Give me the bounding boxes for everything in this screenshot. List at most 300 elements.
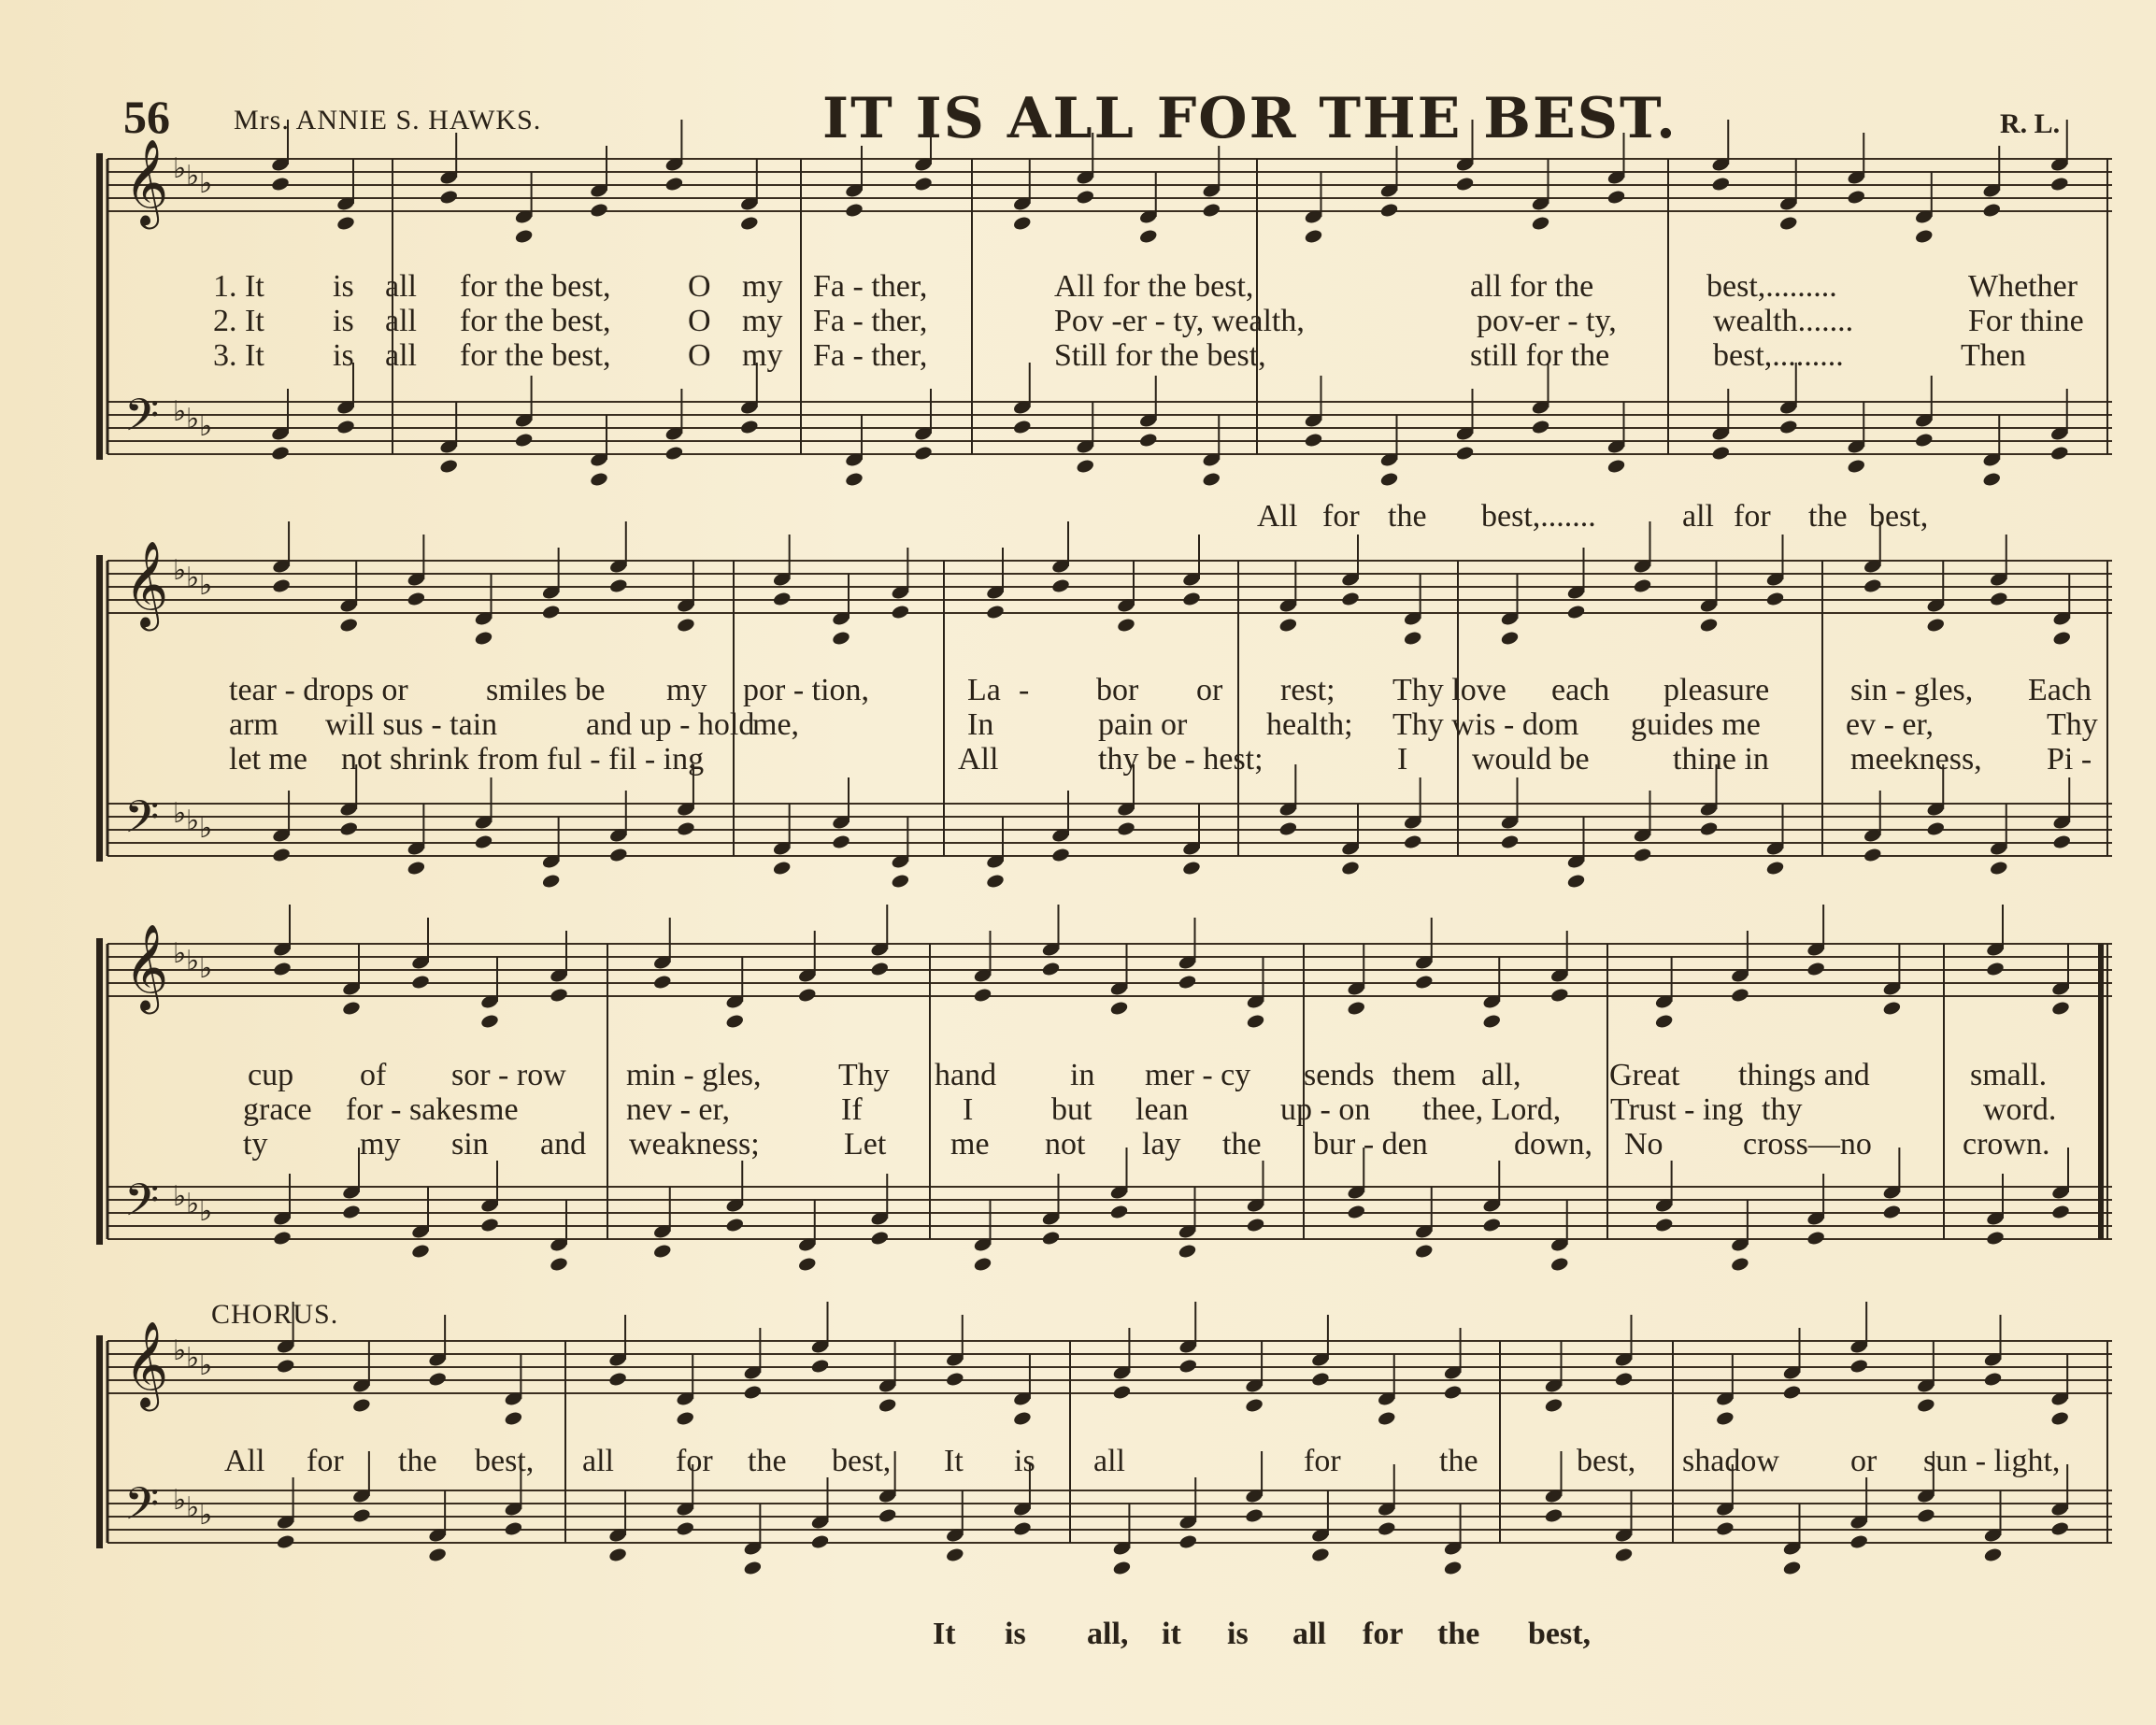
lyric: is — [1005, 1617, 1026, 1651]
notehead — [1202, 471, 1221, 487]
lyric: is — [333, 338, 354, 373]
lyric: the — [398, 1444, 437, 1478]
flat-icon: ♭ — [199, 812, 213, 845]
notehead — [276, 1358, 295, 1374]
flat-icon: ♭ — [173, 797, 187, 830]
notehead — [1012, 215, 1032, 231]
notehead — [1914, 432, 1934, 448]
lyric: but — [1051, 1092, 1092, 1127]
notehead — [945, 1371, 964, 1387]
lyric: Each — [2028, 673, 2092, 707]
notehead — [1245, 1397, 1264, 1413]
notehead — [410, 1243, 430, 1259]
lyric: arm — [229, 707, 278, 742]
author-credit: Mrs. ANNIE S. HAWKS. — [234, 105, 542, 135]
notehead — [2049, 445, 2069, 461]
notehead — [1926, 617, 1946, 633]
lyric: best,......... — [1713, 338, 1844, 373]
lyric: best, — [1528, 1617, 1592, 1651]
notehead — [608, 1371, 628, 1387]
notehead — [1782, 1384, 1802, 1400]
notehead — [1012, 1410, 1032, 1426]
notehead — [336, 215, 355, 231]
system-bracket — [96, 153, 103, 460]
flat-icon: ♭ — [186, 403, 200, 435]
notehead — [1985, 1230, 2005, 1246]
lyric: In — [967, 707, 994, 742]
lyric: O — [688, 338, 711, 373]
notehead — [549, 987, 568, 1003]
notehead — [1711, 176, 1731, 192]
notehead — [474, 834, 493, 849]
hymn-title: IT IS ALL FOR THE BEST. — [822, 86, 1678, 151]
lyric: 2. It — [213, 304, 264, 338]
lyric: Thy wis - dom — [1392, 707, 1579, 742]
notehead — [1403, 834, 1422, 849]
lyric: and up - hold — [586, 707, 755, 742]
flat-icon: ♭ — [199, 410, 213, 443]
lyric: sends — [1304, 1058, 1375, 1092]
lyric: word. — [1983, 1092, 2057, 1127]
lyric: up - on — [1280, 1092, 1371, 1127]
notehead — [1181, 860, 1201, 876]
notehead — [725, 1217, 745, 1233]
lyric: Let — [844, 1127, 887, 1162]
notehead — [272, 847, 292, 862]
lyric: or — [1196, 673, 1223, 707]
bass-clef-icon: 𝄢 — [124, 791, 160, 854]
flat-icon: ♭ — [186, 945, 200, 977]
flat-icon: ♭ — [173, 1180, 187, 1213]
lyric: pov-er - ty, — [1477, 304, 1617, 338]
notehead — [514, 432, 534, 448]
notehead — [1112, 1560, 1132, 1575]
lyric: hand — [935, 1058, 997, 1092]
lyric: ev - er, — [1846, 707, 1934, 742]
lyric: will sus - tain — [325, 707, 498, 742]
notehead — [1377, 1520, 1396, 1536]
notehead — [504, 1520, 523, 1536]
notehead — [652, 974, 672, 990]
flat-icon: ♭ — [186, 1342, 200, 1375]
lyric: best, — [475, 1444, 535, 1478]
lyric: my — [742, 269, 783, 304]
lyric: all — [1093, 1444, 1125, 1478]
lyric: tear - drops or — [229, 673, 408, 707]
lyric: for the best, — [460, 269, 611, 304]
lyric: O — [688, 269, 711, 304]
notehead — [985, 873, 1005, 889]
notehead — [1778, 419, 1798, 435]
lyric: thy be - hest; — [1098, 742, 1264, 777]
notehead — [351, 1397, 371, 1413]
notehead — [589, 471, 608, 487]
notehead — [1012, 1520, 1032, 1536]
notehead — [439, 458, 459, 474]
notehead — [1849, 1358, 1869, 1374]
notehead — [1443, 1384, 1463, 1400]
lyric: nev - er, — [626, 1092, 730, 1127]
lyric: All for the best, — [1054, 269, 1254, 304]
bass-clef-icon: 𝄢 — [124, 389, 160, 452]
lyric: the — [1222, 1127, 1262, 1162]
notehead — [1614, 1371, 1634, 1387]
lyric: for — [1304, 1444, 1341, 1478]
lyric: bor — [1096, 673, 1139, 707]
notehead — [407, 591, 426, 606]
lyric: my — [666, 673, 707, 707]
flat-icon: ♭ — [199, 167, 213, 200]
lyric: small. — [1970, 1058, 2048, 1092]
notehead — [676, 617, 695, 633]
lyric: Fa - ther, — [813, 338, 928, 373]
notehead — [1983, 1371, 2003, 1387]
notehead — [844, 471, 864, 487]
notehead — [2052, 630, 2072, 646]
notehead — [1699, 820, 1719, 836]
notehead — [1849, 1533, 1869, 1549]
notehead — [1076, 189, 1095, 205]
notehead — [725, 1013, 745, 1029]
notehead — [1916, 1507, 1935, 1523]
notehead — [1178, 974, 1197, 990]
notehead — [797, 1256, 817, 1272]
lyric: lay — [1142, 1127, 1181, 1162]
lyric: lean — [1135, 1092, 1189, 1127]
notehead — [739, 419, 759, 435]
notehead — [1278, 617, 1298, 633]
lyric: best,......... — [1706, 269, 1837, 304]
notehead — [270, 445, 290, 461]
notehead — [1544, 1507, 1563, 1523]
lyric: them — [1392, 1058, 1456, 1092]
notehead — [1715, 1410, 1735, 1426]
notehead — [428, 1547, 448, 1562]
lyric: No — [1624, 1127, 1663, 1162]
lyric: my — [742, 304, 783, 338]
lyric: cup — [248, 1058, 294, 1092]
notehead — [1116, 820, 1135, 836]
lyric: me — [950, 1127, 990, 1162]
notehead — [1782, 1560, 1802, 1575]
notehead — [1863, 577, 1882, 593]
notehead — [1138, 432, 1158, 448]
flat-icon: ♭ — [173, 152, 187, 185]
system-bracket — [96, 555, 103, 862]
notehead — [1414, 974, 1434, 990]
notehead — [1050, 577, 1070, 593]
notehead — [1983, 1547, 2003, 1562]
page-number: 56 — [123, 91, 170, 143]
notehead — [1500, 630, 1520, 646]
notehead — [1531, 419, 1550, 435]
notehead — [541, 604, 561, 620]
lyric: If — [841, 1092, 863, 1127]
notehead — [1715, 1520, 1735, 1536]
lyric: rest; — [1280, 673, 1335, 707]
lyric: It — [933, 1617, 956, 1651]
notehead — [504, 1410, 523, 1426]
lyric: my — [742, 338, 783, 373]
lyric: grace — [243, 1092, 312, 1127]
flat-icon: ♭ — [186, 160, 200, 192]
lyric: por - tion, — [743, 673, 870, 707]
composer-credit: R. L. — [2000, 108, 2061, 139]
notehead — [1982, 202, 2002, 218]
lyric: all, — [1087, 1617, 1129, 1651]
notehead — [272, 1230, 292, 1246]
notehead — [1377, 1410, 1396, 1426]
notehead — [1566, 604, 1586, 620]
notehead — [1544, 1397, 1563, 1413]
notehead — [479, 1217, 499, 1233]
flat-icon: ♭ — [199, 1349, 213, 1382]
notehead — [1379, 471, 1399, 487]
lyric: Thy love — [1392, 673, 1506, 707]
notehead — [1531, 215, 1550, 231]
notehead — [1340, 591, 1360, 606]
notehead — [913, 176, 933, 192]
lyric: thee, Lord, — [1422, 1092, 1562, 1127]
lyric: smiles be — [486, 673, 606, 707]
lyric: best, — [1869, 499, 1929, 534]
notehead — [1041, 961, 1061, 977]
notehead — [1633, 847, 1652, 862]
notehead — [844, 202, 864, 218]
notehead — [1246, 1013, 1265, 1029]
notehead — [276, 1533, 295, 1549]
lyric: thy — [1762, 1092, 1803, 1127]
lyric: all — [385, 269, 417, 304]
notehead — [1403, 630, 1422, 646]
notehead — [739, 215, 759, 231]
notehead — [1202, 202, 1221, 218]
notehead — [1806, 961, 1826, 977]
notehead — [1606, 458, 1626, 474]
notehead — [514, 228, 534, 244]
lyric: crown. — [1963, 1127, 2050, 1162]
notehead — [1882, 1204, 1902, 1219]
notehead — [2050, 1000, 2070, 1016]
lyric: All — [958, 742, 999, 777]
treble-clef-icon: 𝄞 — [124, 540, 169, 627]
lyric: pleasure — [1663, 673, 1770, 707]
notehead — [1778, 215, 1798, 231]
notehead — [1304, 432, 1323, 448]
lyric: I — [963, 1092, 974, 1127]
notehead — [676, 1520, 695, 1536]
notehead — [2050, 1520, 2070, 1536]
lyric: in — [1070, 1058, 1095, 1092]
lyric: All — [1257, 499, 1298, 534]
system-bracket — [96, 938, 103, 1245]
notehead — [1982, 471, 2002, 487]
flat-icon: ♭ — [186, 805, 200, 837]
lyric: Thy — [2047, 707, 2098, 742]
notehead — [1916, 1397, 1935, 1413]
lyric: me, — [752, 707, 800, 742]
lyric: the — [748, 1444, 787, 1478]
notehead — [1730, 1256, 1749, 1272]
lyric: not shrink from ful - fil - ing — [341, 742, 705, 777]
lyric: for — [676, 1444, 713, 1478]
notehead — [1245, 1507, 1264, 1523]
notehead — [772, 860, 792, 876]
treble-clef-icon: 𝄞 — [124, 138, 169, 225]
notehead — [2050, 1204, 2070, 1219]
notehead — [1699, 617, 1719, 633]
notehead — [1443, 1560, 1463, 1575]
lyric: and — [540, 1127, 587, 1162]
notehead — [891, 873, 910, 889]
notehead — [973, 987, 992, 1003]
chorus-label: CHORUS. — [211, 1299, 339, 1330]
notehead — [1347, 1000, 1366, 1016]
notehead — [608, 577, 628, 593]
notehead — [336, 419, 355, 435]
notehead — [1112, 1384, 1132, 1400]
notehead — [676, 820, 695, 836]
lyric: Great — [1609, 1058, 1680, 1092]
lyric: for — [307, 1444, 344, 1478]
lyric: down, — [1514, 1127, 1593, 1162]
notehead — [351, 1507, 371, 1523]
notehead — [743, 1384, 763, 1400]
notehead — [1765, 860, 1785, 876]
lyric: would be — [1472, 742, 1590, 777]
lyric: of — [360, 1058, 387, 1092]
notehead — [410, 974, 430, 990]
notehead — [1500, 834, 1520, 849]
lyric: is — [333, 269, 354, 304]
lyric: - — [1019, 673, 1030, 707]
lyric: for — [1363, 1617, 1404, 1651]
lyric: weakness; — [629, 1127, 760, 1162]
notehead — [1549, 987, 1569, 1003]
notehead — [1482, 1013, 1502, 1029]
notehead — [1806, 1230, 1826, 1246]
lyric: ty — [243, 1127, 268, 1162]
lyric: is — [1014, 1444, 1035, 1478]
notehead — [1863, 847, 1882, 862]
notehead — [1304, 228, 1323, 244]
notehead — [1455, 176, 1475, 192]
notehead — [1310, 1547, 1330, 1562]
notehead — [407, 860, 426, 876]
lyric: is — [1227, 1617, 1249, 1651]
lyric: La — [967, 673, 1001, 707]
treble-clef-icon: 𝄞 — [124, 923, 169, 1010]
notehead — [1340, 860, 1360, 876]
notehead — [339, 617, 359, 633]
lyric: meekness, — [1850, 742, 1982, 777]
lyric: Whether — [1968, 269, 2078, 304]
notehead — [1116, 617, 1135, 633]
lyric: the — [1439, 1444, 1478, 1478]
notehead — [870, 961, 890, 977]
lyric: shadow — [1682, 1444, 1779, 1478]
notehead — [652, 1243, 672, 1259]
flat-icon: ♭ — [173, 937, 187, 970]
notehead — [428, 1371, 448, 1387]
notehead — [589, 202, 608, 218]
notehead — [810, 1533, 830, 1549]
notehead — [1847, 458, 1866, 474]
notehead — [1711, 445, 1731, 461]
flat-icon: ♭ — [186, 1491, 200, 1524]
notehead — [1455, 445, 1475, 461]
lyric: all, — [1481, 1058, 1521, 1092]
lyric: me — [479, 1092, 519, 1127]
notehead — [1138, 228, 1158, 244]
notehead — [676, 1410, 695, 1426]
notehead — [1765, 591, 1785, 606]
notehead — [1181, 591, 1201, 606]
flat-icon: ♭ — [173, 395, 187, 428]
lyric: Thy — [838, 1058, 890, 1092]
notehead — [664, 445, 684, 461]
notehead — [797, 987, 817, 1003]
lyric: all — [385, 338, 417, 373]
lyric: sun - light, — [1923, 1444, 2061, 1478]
lyric: each — [1551, 673, 1610, 707]
lyric: the — [1808, 499, 1848, 534]
lyric: Pi - — [2047, 742, 2092, 777]
lyric: sor - row — [451, 1058, 566, 1092]
flat-icon: ♭ — [173, 554, 187, 587]
notehead — [1633, 577, 1652, 593]
notehead — [810, 1358, 830, 1374]
notehead — [272, 961, 292, 977]
lyric: or — [1850, 1444, 1878, 1478]
notehead — [1178, 1358, 1198, 1374]
lyric: for - sakes — [346, 1092, 478, 1127]
lyric: guides me — [1631, 707, 1761, 742]
lyric: best,....... — [1481, 499, 1596, 534]
notehead — [272, 577, 292, 593]
lyric: O — [688, 304, 711, 338]
lyric: mer - cy — [1145, 1058, 1251, 1092]
notehead — [985, 604, 1005, 620]
flat-icon: ♭ — [199, 952, 213, 985]
lyric: 3. It — [213, 338, 264, 373]
flat-icon: ♭ — [199, 569, 213, 602]
lyric: thine in — [1673, 742, 1769, 777]
notehead — [608, 1547, 628, 1562]
lyric: sin — [451, 1127, 489, 1162]
lyric: For thine — [1968, 304, 2084, 338]
lyric: my — [360, 1127, 401, 1162]
bass-clef-icon: 𝄢 — [124, 1174, 160, 1237]
lyric: best, — [1577, 1444, 1636, 1478]
lyric: not — [1045, 1127, 1086, 1162]
notehead — [1012, 419, 1032, 435]
notehead — [945, 1547, 964, 1562]
lyric: all — [385, 304, 417, 338]
flat-icon: ♭ — [199, 1195, 213, 1228]
lyric: bur - den — [1313, 1127, 1428, 1162]
lyric: all — [1292, 1617, 1326, 1651]
lyric: for — [1322, 499, 1360, 534]
notehead — [1654, 1013, 1674, 1029]
notehead — [479, 1013, 499, 1029]
lyric: Pov -er - ty, wealth, — [1054, 304, 1305, 338]
lyric: sin - gles, — [1850, 673, 1974, 707]
lyric: Then — [1961, 338, 2026, 373]
notehead — [831, 834, 850, 849]
notehead — [878, 1397, 897, 1413]
notehead — [891, 604, 910, 620]
